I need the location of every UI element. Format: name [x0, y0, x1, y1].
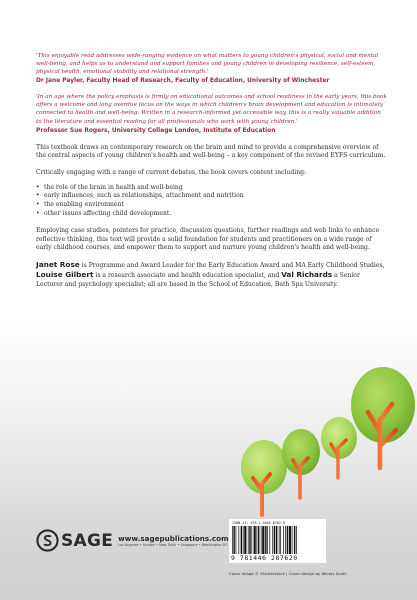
barcode-bar [283, 526, 284, 554]
barcode-bar [233, 526, 234, 554]
barcode-bar [272, 526, 273, 554]
barcode-bar [267, 526, 268, 554]
barcode-bar [249, 526, 250, 554]
barcode-bar [262, 526, 264, 554]
barcode-bar [296, 526, 297, 554]
barcode-bars [232, 526, 322, 554]
cover-credits: Cover image © Shutterstock | Cover design by Wendy Scott [229, 571, 346, 576]
barcode-bar [261, 526, 262, 554]
barcode-bar [236, 526, 237, 554]
quote-2-text: 'In an age where the policy emphasis is firmly on educational outcomes and school readiness in the early years, this book offers a welcome and long overdue focus on the ways in which children's brain development and education is intimately connected to health and well-being. Written in a research-informed yet accessible way, this is a really valuable addition to the literature and essential reading for all professionals who work with young children.' [36, 94, 387, 125]
barcode-bar [248, 526, 249, 554]
author-bio-2: is a research associate and health education specialist, and [93, 272, 282, 280]
text-column [36, 52, 388, 289]
author-bio-1: is Programme and Award Leader for the Early Education Award and MA Early Childhood Studies, [79, 262, 385, 270]
author-bio-3: a Senior Lecturer and psychology specialist; all are based in the School of Education, Bath Spa University. [36, 272, 360, 288]
barcode-bar [258, 526, 259, 554]
description-closing: Employing case studies, pointers for practice, discussion questions, further readings and web links to enhance reflective thinking, this text will provide a solid foundation for students and practitioners on a wide range of early childhood courses, and empower them to support and nurture young children's health and well-being. [36, 227, 380, 252]
topic-list [36, 184, 388, 218]
barcode-bar [265, 526, 266, 554]
barcode-bar [274, 526, 275, 554]
isbn-barcode [229, 519, 326, 563]
barcode-bar [241, 526, 242, 554]
publisher-cities: Los Angeles • London • New Delhi • Singapore • Washington DC [118, 542, 228, 547]
author-name-2: Louise Gilbert [36, 270, 94, 280]
list-item: • early influences, such as relationships, attachment and nutrition [36, 192, 388, 201]
barcode-bar [251, 526, 252, 554]
tree-3 [321, 417, 357, 478]
barcode-bar [269, 526, 270, 554]
publisher-info [118, 534, 228, 548]
barcode-bar [280, 526, 281, 554]
list-item: • other issues affecting child development. [36, 210, 388, 219]
publisher-logo [36, 529, 229, 552]
author-name-3: Val Richards [281, 270, 333, 280]
author-bios [36, 261, 388, 289]
barcode-bar [285, 526, 286, 554]
barcode-bar [289, 526, 291, 554]
barcode-bar [256, 526, 257, 554]
author-name-1: Janet Rose [36, 260, 80, 270]
barcode-bar [292, 526, 293, 554]
publisher-name: SAGE [61, 530, 114, 551]
barcode-bar [244, 526, 246, 554]
quote-1-text: 'This enjoyable read addresses wide-ranging evidence on what matters to young children's physical, social and mental well-being, and helps us to understand and support families and young children in developing resilience, self-esteem, physical health, emotional stability and relational strength.' [36, 53, 379, 76]
isbn-label: ISBN-13: 978-1-4462-8762-0 [232, 521, 286, 525]
description-lead: Critically engaging with a range of current debates, the book covers content including: [36, 169, 307, 177]
tree-4 [351, 367, 415, 468]
barcode-bar [276, 526, 277, 554]
barcode-bar [287, 526, 288, 554]
barcode-bar [254, 526, 256, 554]
publisher-url: www.sagepublications.com [118, 533, 229, 543]
barcode-bar [232, 526, 233, 554]
barcode-bar [243, 526, 244, 554]
barcode-bar [294, 526, 295, 554]
description-intro: This textbook draws on contemporary research on the brain and mind to provide a comprehensive overview of the central aspects of young children's health and well-being – a key component of the revised EYFS curriculum. [36, 143, 386, 160]
barcode-bar [238, 526, 239, 554]
tree-1 [241, 440, 287, 515]
list-item: • the enabling environment [36, 201, 388, 210]
sage-logo-icon [36, 529, 59, 552]
quote-2-attribution: Professor Sue Rogers, University College London, Institute of Education [36, 127, 276, 134]
tree-2 [282, 429, 320, 498]
quote-1-attribution: Dr Jane Payler, Faculty Head of Research, Faculty of Education, University of Winchester [36, 78, 330, 85]
isbn-digits: 9 781446 287620 [231, 554, 298, 562]
list-item: • the role of the brain in health and well-being [36, 184, 388, 193]
barcode-bar [279, 526, 280, 554]
